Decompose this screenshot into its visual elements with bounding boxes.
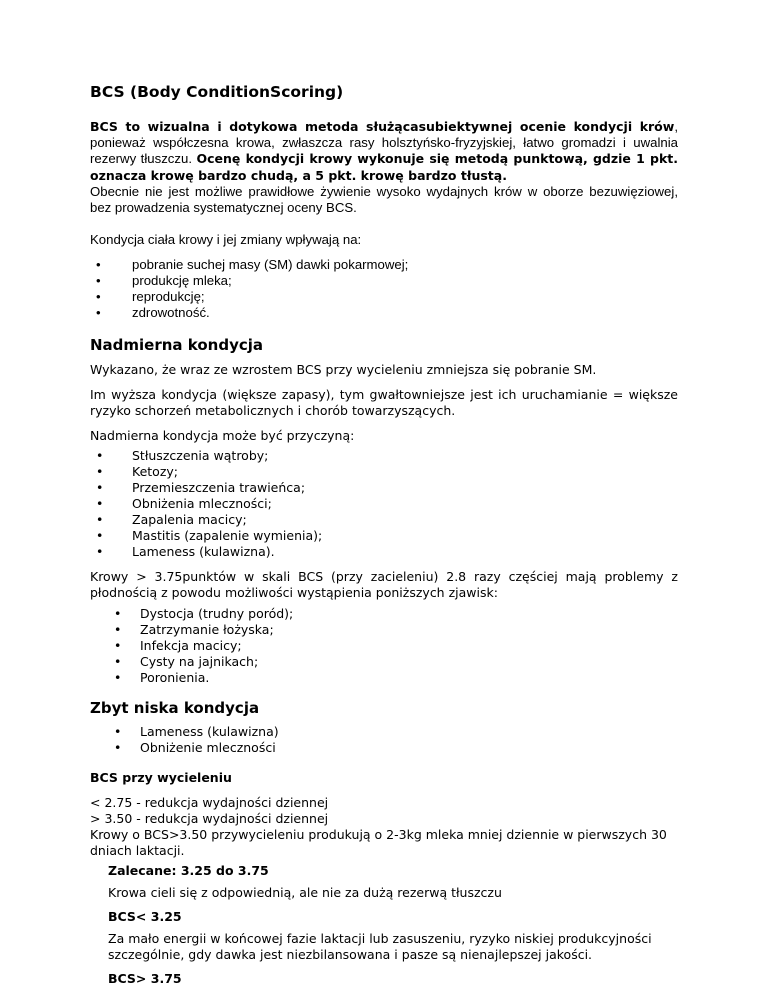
- excess-causes-list: [90, 448, 678, 560]
- list-item: • Poronienia.: [90, 670, 678, 686]
- low-heading: Zbyt niska kondycja: [90, 699, 260, 718]
- list-item: • zdrowotność.: [90, 305, 678, 321]
- excess-heading: Nadmierna kondycja: [90, 336, 264, 355]
- list-item: • pobranie suchej masy (SM) dawki pokarmowej;: [90, 257, 678, 273]
- threshold-high: > 3.50 - redukcja wydajności dziennej: [90, 811, 329, 827]
- recommended-heading: Zalecane: 3.25 do 3.75: [108, 863, 269, 879]
- intro-bold-definition: BCS to wizualna i dotykowa metoda służącasubiektywnej ocenie kondycji krów: [90, 119, 675, 134]
- list-item: • Mastitis (zapalenie wymienia);: [90, 528, 678, 544]
- list-item: • Cysty na jajnikach;: [90, 654, 678, 670]
- list-item: • Obniżenie mleczności: [90, 740, 678, 756]
- intro-bold-scale: Ocenę kondycji krowy wykonuje się metodą punktową, gdzie 1 pkt. oznacza krowę bardzo chudą, a 5 pkt. krowę bardzo tłustą.: [90, 151, 678, 183]
- list-item: • Zapalenia macicy;: [90, 512, 678, 528]
- intro-text-1: , ponieważ współczesna krowa, zwłaszcza rasy holsztyńsko-fryzyjskiej, łatwo gromadzi i uwalnia rezerwy tłuszczu.: [90, 119, 678, 167]
- fertility-list: [90, 606, 678, 686]
- list-item: • Zatrzymanie łożyska;: [90, 622, 678, 638]
- excess-p2: Im wyższa kondycja (większe zapasy), tym gwałtowniejsze jest ich uruchamianie = większe ryzyko schorzeń metabolicznych i chorób towarzyszących.: [90, 387, 678, 419]
- list-item: • produkcję mleka;: [90, 273, 678, 289]
- influence-list: [90, 257, 678, 321]
- list-item: • Stłuszczenia wątroby;: [90, 448, 678, 464]
- list-item: • Obniżenia mleczności;: [90, 496, 678, 512]
- list-item: • Lameness (kulawizna).: [90, 544, 678, 560]
- low-list: [90, 724, 678, 756]
- excess-p1: Wykazano, że wraz ze wzrostem BCS przy wycieleniu zmniejsza się pobranie SM.: [90, 362, 597, 378]
- below-text: Za mało energii w końcowej fazie laktacji lub zasuszeniu, ryzyko niskiej produkcyjności szczególnie, gdy dawka jest niezbilansowana i pasze są nienajlepszej jakości.: [108, 931, 652, 963]
- excess-p3: Nadmierna kondycja może być przyczyną:: [90, 428, 355, 444]
- below-heading: BCS< 3.25: [108, 909, 182, 925]
- intro-text-2: Obecnie nie jest możliwe prawidłowe żywienie wysoko wydajnych krów w oborze bezuwięziowej, bez prowadzenia systematycznej oceny BCS.: [90, 183, 678, 216]
- page-title: BCS (Body ConditionScoring): [90, 83, 344, 101]
- list-item: • Dystocja (trudny poród);: [90, 606, 678, 622]
- calving-heading: BCS przy wycieleniu: [90, 770, 232, 786]
- calving-paragraph: Krowy o BCS>3.50 przywycieleniu produkują o 2-3kg mleka mniej dziennie w pierwszych 30 dniach laktacji.: [90, 827, 667, 859]
- list-item: • reprodukcję;: [90, 289, 678, 305]
- above-heading: BCS> 3.75: [108, 971, 182, 987]
- list-item: • Ketozy;: [90, 464, 678, 480]
- list-item: • Infekcja macicy;: [90, 638, 678, 654]
- excess-p4: Krowy > 3.75punktów w skali BCS (przy zacieleniu) 2.8 razy częściej mają problemy z płodnością z powodu możliwości wystąpienia poniższych zjawisk:: [90, 569, 678, 601]
- calving-thresholds: [90, 795, 678, 827]
- list-item: • Lameness (kulawizna): [90, 724, 678, 740]
- threshold-low: < 2.75 - redukcja wydajności dziennej: [90, 795, 329, 811]
- document-page: [90, 82, 678, 993]
- intro-paragraph: [90, 119, 678, 216]
- influence-lead: Kondycja ciała krowy i jej zmiany wpływają na:: [90, 232, 362, 248]
- calving-subsections: [90, 863, 678, 987]
- list-item: • Przemieszczenia trawieńca;: [90, 480, 678, 496]
- recommended-text: Krowa cieli się z odpowiednią, ale nie za dużą rezerwą tłuszczu: [108, 885, 502, 901]
